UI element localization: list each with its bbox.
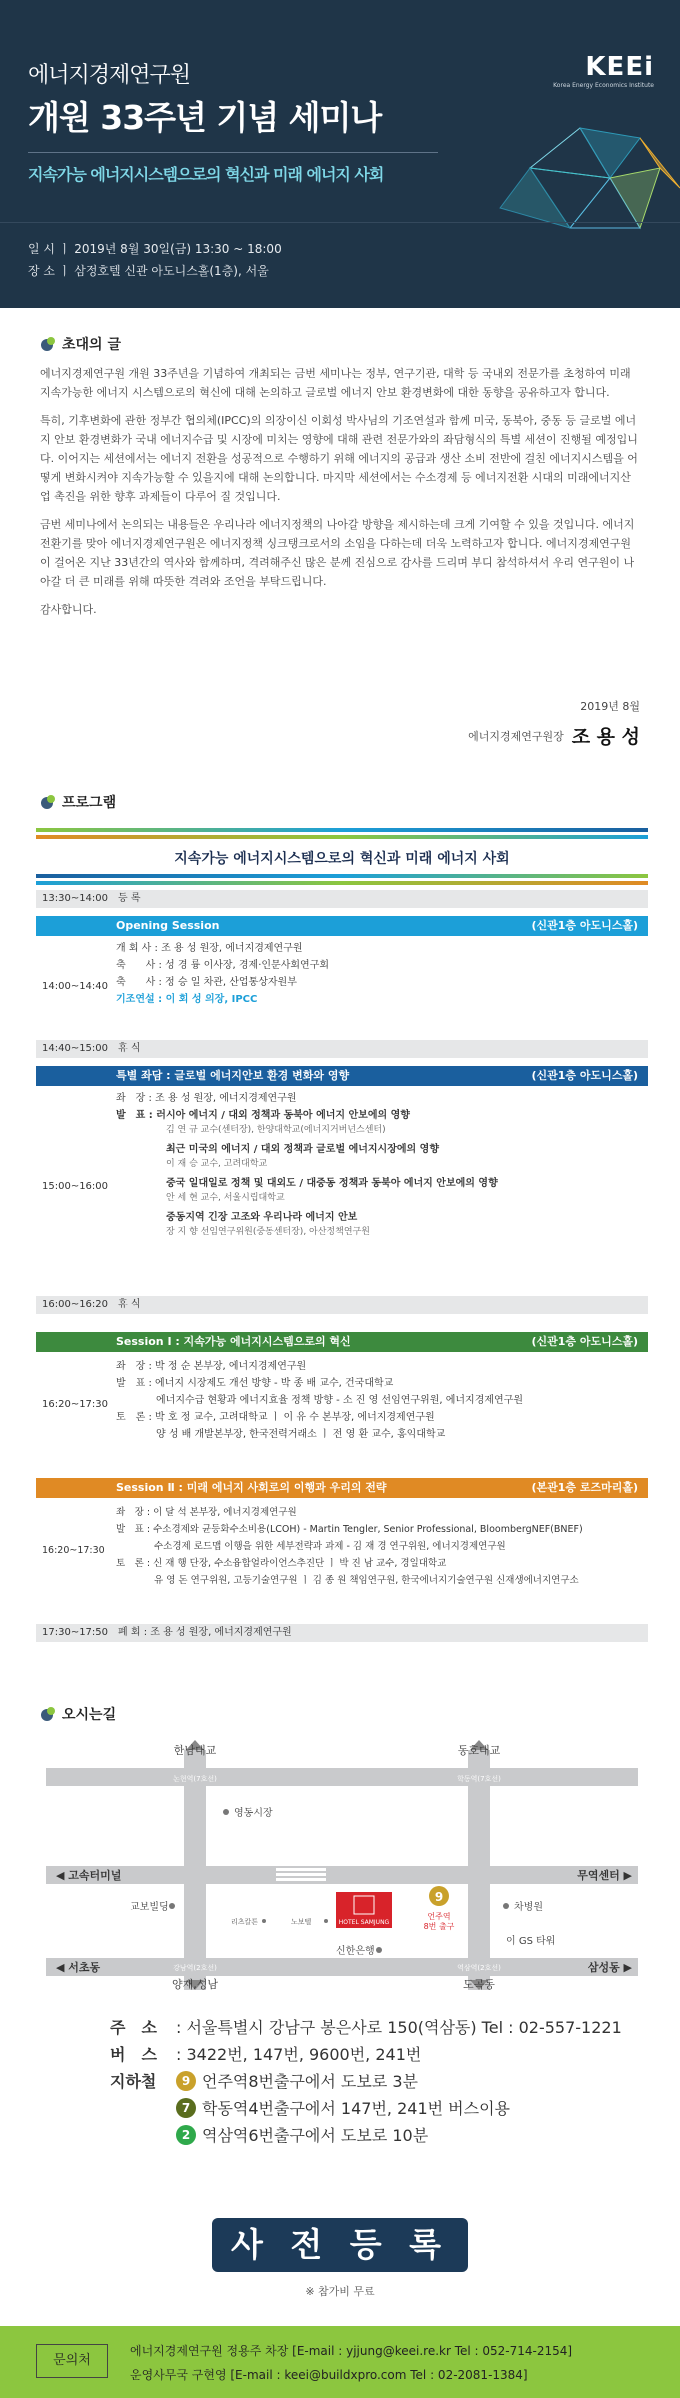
contact-label: 문의처 [36,2344,108,2378]
map-poi: 노보텔 [291,1918,312,1926]
greeting-paragraph: 감사합니다. [40,603,97,616]
map-label: 언주역 [427,1912,451,1921]
map-label: 도곡동 [463,1978,495,1990]
opening-session-band: Opening Session (신관1층 아도니스홀) [36,916,648,936]
program-break: 14:40~15:00 휴 식 [36,1040,648,1058]
session1-band: Session Ⅰ : 지속가능 에너지시스템으로의 혁신 (신관1층 아도니스홀) [36,1332,648,1352]
location-map[interactable] [36,1740,648,1990]
special-talk: 최근 미국의 에너지 / 대외 정책과 글로벌 에너지시장에의 영향 [166,1144,440,1155]
section-bullet-icon [40,336,56,352]
keei-logo-sub: Korea Energy Economics Institute [553,82,654,89]
subway-line9-icon: 9 [176,2071,196,2091]
pre-registration-button[interactable]: 사 전 등 록 [212,2218,468,2272]
subway-line7-icon: 7 [176,2098,196,2118]
special-speaker: 장 지 향 선임연구위원(중동센터장), 아산정책연구원 [166,1227,370,1237]
header-org: 에너지경제연구원 [28,63,191,88]
header-title: 개원 33주년 기념 세미나 [28,98,382,137]
special-session-block [36,1086,648,1286]
keei-logo: KEEi [585,52,654,82]
contact-line: 에너지경제연구원 정용주 차장 [E-mail : yjjung@keei.re.kr Tel : 052-714-2154] [130,2344,573,2358]
special-time: 15:00~16:00 [42,1180,109,1192]
road-middle [46,1866,638,1884]
header-separator [0,222,680,223]
opening-line: 개 회 사 : 조 용 성 원장, 에너지경제연구원 [116,943,303,954]
header-divider [28,152,438,153]
subway-line-2: 7 학동역4번출구에서 147번, 241번 버스이용 [110,2096,510,2119]
header-subtitle: 지속가능 에너지시스템으로의 혁신과 미래 에너지 사회 [28,165,384,184]
opening-time: 14:00~14:40 [42,980,109,992]
map-poi: 리츠칼튼 [231,1918,259,1926]
greeting-text [40,364,640,628]
session2-line: 유 영 돈 연구위원, 고등기술연구원 ㅣ 김 종 원 책임연구원, 한국에너지기술연구원 신재생에너지연구소 [116,1575,579,1586]
event-date: 일 시 ㅣ 2019년 8월 30일(금) 13:30 ~ 18:00 [28,242,282,256]
greeting-heading: 초대의 글 [40,334,121,354]
map-label: 논현역(7호선) [173,1775,217,1783]
subway-line2-icon: 2 [176,2125,196,2145]
session1-line: 발 표 : 에너지 시장제도 개선 방향 - 박 종 배 교수, 건국대학교 [116,1378,394,1389]
map-label: ◀ 고속터미널 [56,1869,122,1882]
greeting-paragraph: 특히, 기후변화에 관한 정부간 협의체(IPCC)의 의장이신 이회성 박사님의 기조연설과 함께 미국, 동북아, 중동 등 글로벌 에너지 안보 환경변화가 국내 에너지수급 및 시장에 미치는 영향에 대해 관련 전문가와의 좌담형식의 특별 세션이 진행될 예정입니다. 이어지는 세션에서는 에너지 전환을 성공적으로 수행하기 위해 에너지의 공급과 생산 소비 전반에 걸친 에너지시스템을 어떻게 변화시켜야 지속가능할 수 있을지에 대해 논의합니다. 마지막 세션에서는 수소경제 등 에너지전환 시대의 미래에너지산업 촉진을 위한 향후 과제들이 다루어 질 것입니다. [40,414,638,503]
opening-session-block [36,936,648,1036]
contact-line: 운영사무국 구현영 [E-mail : keei@buildxpro.com Tel : 02-2081-1384] [130,2368,528,2382]
registration-fee-note: ※ 참가비 무료 [305,2285,375,2298]
special-chair: 좌 장 : 조 용 성 원장, 에너지경제연구원 [116,1093,297,1104]
map-label: 강남역(2호선) [173,1964,217,1972]
header-banner [0,0,680,308]
map-label: 무역센터 ▶ [577,1869,632,1882]
special-talk: 중국 일대일로 정책 및 대외도 / 대중동 정책과 동북아 에너지 안보에의 영향 [166,1178,498,1189]
session2-line: 발 표 : 수소경제와 균등화수소비용(LCOH) - Martin Tengler, Senior Professional, BloombergNEF(BNEF) [116,1524,583,1535]
special-speaker: 김 연 규 교수(센터장), 한양대학교(에너지거버넌스센터) [166,1125,386,1135]
program-break: 16:00~16:20 휴 식 [36,1296,648,1314]
section-bullet-icon [40,1706,56,1722]
map-label: 삼성동 ▶ [587,1961,632,1974]
greeting-date: 2019년 8월 [580,700,640,713]
session2-line: 좌 장 : 이 달 석 본부장, 에너지경제연구원 [116,1507,297,1518]
hotel-label: HOTEL SAMJUNG [338,1919,390,1926]
map-poi: 교보빌딩 [130,1902,169,1913]
special-speaker: 이 재 승 교수, 고려대학교 [166,1159,268,1169]
session2-line: 토 론 : 신 재 행 단장, 수소융합얼라이언스추진단 ㅣ 박 진 남 교수, 경일대학교 [116,1558,447,1569]
greeting-signature: 에너지경제연구원장 조 용 성 [468,726,640,748]
program-closing: 17:30~17:50 폐 회 : 조 용 성 원장, 에너지경제연구원 [36,1624,648,1642]
event-place: 장 소 ㅣ 삼정호텔 신관 아도니스홀(1층), 서울 [28,264,269,278]
road-right [468,1750,490,1990]
special-session-band: 특별 좌담 : 글로벌 에너지안보 환경 변화와 영향 (신관1층 아도니스홀) [36,1066,648,1086]
special-talk: 발 표 : 러시아 에너지 / 대외 정책과 동북아 에너지 안보에의 영향 [116,1110,410,1121]
program-bottom-bars [36,874,648,888]
session1-time: 16:20~17:30 [42,1398,109,1410]
session1-line: 양 성 배 개발본부장, 한국전력거래소 ㅣ 전 영 환 교수, 홍익대학교 [116,1429,446,1440]
section-bullet-icon [40,794,56,810]
road-left [184,1750,206,1990]
opening-line: 축 사 : 성 경 륭 이사장, 경제·인문사회연구회 [116,960,330,971]
session2-line: 수소경제 로드맵 이행을 위한 세부전략과 과제 - 김 재 경 연구위원, 에너지경제연구원 [116,1541,506,1552]
special-speaker: 안 세 현 교수, 서울시립대학교 [166,1193,285,1203]
program-registration: 13:30~14:00 등 록 [36,890,648,908]
session1-line: 토 론 : 박 호 정 교수, 고려대학교 ㅣ 이 유 수 본부장, 에너지경제연구원 [116,1412,435,1423]
map-label: 한남대교 [173,1744,217,1757]
road-bottom [46,1958,638,1976]
opening-line: 축 사 : 정 승 일 차관, 산업통상자원부 [116,977,297,988]
map-label: ◀ 서초동 [56,1961,101,1974]
greeting-paragraph: 금번 세미나에서 논의되는 내용들은 우리나라 에너지정책의 나아갈 방향을 제시하는데 크게 기여할 수 있을 것입니다. 에너지 전환기를 맞아 에너지경제연구원은 에너지정책 싱크탱크로서의 소임을 다하는데 더욱 노력하고자 합니다. 에너지경제연구원이 걸어온 지난 33년간의 역사와 함께하며, 격려해주신 많은 분께 진심으로 감사를 드리며 부디 참석하셔서 우리 연구원이 나아갈 더 큰 미래를 위해 따뜻한 격려와 조언을 부탁드립니다. [40,518,635,588]
map-label: 동호대교 [457,1744,501,1757]
program-heading: 프로그램 [40,792,116,812]
special-talk: 중동지역 긴장 고조와 우리나라 에너지 안보 [166,1212,358,1223]
map-poi: 영동시장 [234,1808,273,1819]
session1-line: 에너지수급 현황과 에너지효율 정책 방향 - 소 진 영 선임연구위원, 에너지경제연구원 [116,1395,524,1406]
program-title: 지속가능 에너지시스템으로의 혁신과 미래 에너지 사회 [174,851,510,867]
map-label: 학동역(7호선) [457,1775,501,1783]
keynote-line: 기조연설 : 이 회 성 의장, IPCC [116,994,258,1005]
program-top-bars [36,828,648,842]
subway-line-3: 2 역삼역6번출구에서 도보로 10분 [110,2123,428,2146]
map-label: 양재,성남 [171,1978,219,1990]
bus-line: 버 스 : 3422번, 147번, 9600번, 241번 [110,2045,422,2064]
map-label: 9 [434,1890,444,1904]
session2-time: 16:20~17:30 [42,1544,105,1556]
session2-band: Session Ⅱ : 미래 에너지 사회로의 이행과 우리의 전략 (본관1층 로즈마리홀) [36,1478,648,1498]
contact-footer [0,2326,680,2398]
road-top [46,1768,638,1786]
map-poi: 이 GS 타워 [506,1936,556,1947]
greeting-paragraph: 에너지경제연구원 개원 33주년을 기념하여 개최되는 금번 세미나는 정부, 연구기관, 대학 등 국내외 전문가를 초청하여 미래 지속가능한 에너지 시스템으로의 혁신에 대해 논의하고 글로벌 에너지 안보 환경변화에 대한 동향을 공유하고자 합니다. [40,367,631,399]
map-label: 8번 출구 [423,1922,455,1931]
session1-line: 좌 장 : 박 정 순 본부장, 에너지경제연구원 [116,1361,307,1372]
geometric-decoration [490,108,680,258]
map-poi: 신한은행 [336,1946,375,1957]
map-label: 역삼역(2호선) [457,1964,501,1972]
session1-block [36,1354,648,1454]
address-line: 주 소 : 서울특별시 강남구 봉은사로 150(역삼동) Tel : 02-557-1221 [110,2018,622,2037]
session2-block [36,1500,648,1600]
subway-line-1: 지하철 9 언주역8번출구에서 도보로 3분 [110,2072,419,2091]
map-poi: 차병원 [514,1902,543,1913]
directions-heading: 오시는길 [40,1704,116,1724]
